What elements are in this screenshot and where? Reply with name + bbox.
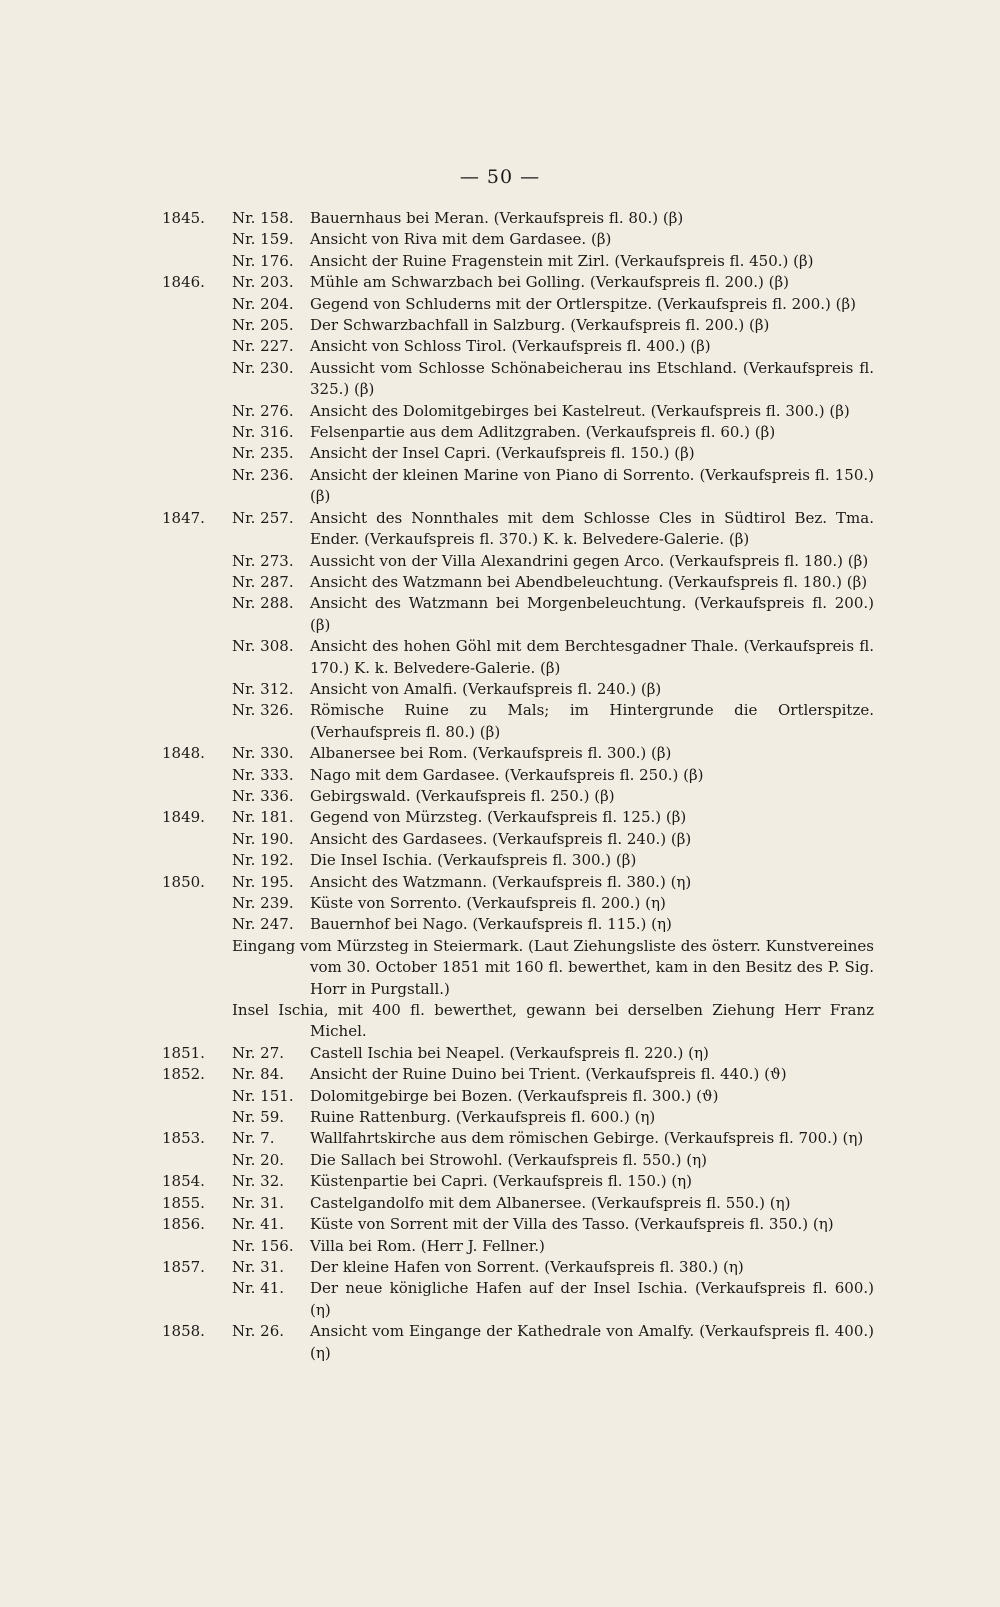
entry-number: Nr. 236. xyxy=(232,465,294,484)
entry-text: Die Sallach bei Strowohl. (Verkaufspreis fl. 550.) (η) xyxy=(310,1150,707,1169)
entry-number: Nr. 20. xyxy=(232,1150,285,1169)
catalog-entry xyxy=(162,807,874,828)
entry-number: Nr. 336. xyxy=(232,786,294,805)
entry-number: Nr. 151. xyxy=(232,1086,294,1105)
catalog-entry xyxy=(162,1150,874,1171)
note-paragraph: Insel Ischia, mit 400 fl. bewerthet, gewann bei derselben Ziehung Herr Franz Michel. xyxy=(232,1001,874,1041)
entry-text: Felsenpartie aus dem Adlitzgraben. (Verkaufspreis fl. 60.) (β) xyxy=(310,423,776,442)
entry-number: Nr. 326. xyxy=(232,701,294,720)
entry-number: Nr. 27. xyxy=(232,1043,285,1062)
entry-number: Nr. 308. xyxy=(232,637,294,656)
entry-text: Castell Ischia bei Neapel. (Verkaufspreis fl. 220.) (η) xyxy=(310,1043,709,1062)
entry-number: Nr. 235. xyxy=(232,444,294,463)
entry-text: Bauernhof bei Nago. (Verkaufspreis fl. 115.) (η) xyxy=(310,915,672,934)
entry-year: 1852. xyxy=(162,1065,205,1084)
entry-text: Ansicht der Insel Capri. (Verkaufspreis fl. 150.) (β) xyxy=(310,444,695,463)
entry-text: Die Insel Ischia. (Verkaufspreis fl. 300.) (β) xyxy=(310,851,637,870)
entry-year: 1855. xyxy=(162,1193,205,1212)
catalog-entry xyxy=(162,1086,874,1107)
entry-text: Küstenpartie bei Capri. (Verkaufspreis fl. 150.) (η) xyxy=(310,1172,693,1191)
entry-number: Nr. 203. xyxy=(232,273,294,292)
entry-year: 1845. xyxy=(162,209,205,227)
entry-number: Nr. 41. xyxy=(232,1215,285,1234)
entry-number: Nr. 156. xyxy=(232,1236,294,1255)
entry-number: Nr. 204. xyxy=(232,294,294,313)
entry-number: Nr. 247. xyxy=(232,915,294,934)
entry-text: Ansicht von Riva mit dem Gardasee. (β) xyxy=(310,230,612,249)
entry-year: 1851. xyxy=(162,1043,205,1062)
entry-text: Der kleine Hafen von Sorrent. (Verkaufspreis fl. 380.) (η) xyxy=(310,1257,744,1276)
catalog-entry xyxy=(162,1043,874,1064)
entry-text: Aussicht von der Villa Alexandrini gegen Arco. (Verkaufspreis fl. 180.) (β) xyxy=(310,551,869,570)
entry-year: 1850. xyxy=(162,872,205,891)
entry-text: Ansicht von Amalfi. (Verkaufspreis fl. 240.) (β) xyxy=(310,679,662,698)
entry-text: Aussicht vom Schlosse Schönabeicherau ins Etschland. (Verkaufspreis fl. 325.) (β) xyxy=(310,358,874,399)
catalog-entry xyxy=(162,786,874,807)
catalog-entry xyxy=(162,251,874,272)
catalog-entry xyxy=(162,294,874,315)
entry-number: Nr. 330. xyxy=(232,744,294,763)
catalog-entry xyxy=(162,1193,874,1214)
entry-number: Nr. 273. xyxy=(232,551,294,570)
entry-text: Der neue königliche Hafen auf der Insel Ischia. (Verkaufspreis fl. 600.) (η) xyxy=(310,1279,874,1319)
entry-text: Gebirgswald. (Verkaufspreis fl. 250.) (β) xyxy=(310,786,615,805)
entry-text: Ansicht der kleinen Marine von Piano di Sorrento. (Verkaufspreis fl. 150.) (β) xyxy=(310,465,874,506)
entry-text: Gegend von Mürzsteg. (Verkaufspreis fl. 125.) (β) xyxy=(310,808,687,827)
catalog-entry xyxy=(162,1064,874,1085)
entry-number: Nr. 176. xyxy=(232,251,294,270)
entry-text: Ansicht von Schloss Tirol. (Verkaufspreis fl. 400.) (β) xyxy=(310,337,711,356)
catalog-entry xyxy=(162,743,874,764)
entry-number: Nr. 31. xyxy=(232,1257,285,1276)
catalog-entries-1851-1858 xyxy=(162,1043,874,1364)
catalog-entry xyxy=(162,850,874,871)
catalog-entry xyxy=(162,914,874,935)
catalog-entry xyxy=(162,208,874,229)
catalog-entry xyxy=(162,336,874,357)
entry-text: Küste von Sorrento. (Verkaufspreis fl. 200.) (η) xyxy=(310,894,666,912)
entry-text: Nago mit dem Gardasee. (Verkaufspreis fl. 250.) (β) xyxy=(310,765,704,784)
catalog-entry xyxy=(162,1278,874,1321)
entry-text: Ansicht vom Eingange der Kathedrale von Amalfy. (Verkaufspreis fl. 400.) (η) xyxy=(310,1322,874,1362)
catalog-entry xyxy=(162,229,874,250)
catalog-entry xyxy=(162,572,874,593)
entry-number: Nr. 190. xyxy=(232,829,294,848)
entry-year: 1853. xyxy=(162,1129,205,1148)
entry-number: Nr. 41. xyxy=(232,1279,285,1298)
catalog-entry xyxy=(162,636,874,679)
entry-number: Nr. 181. xyxy=(232,808,294,827)
catalog-entry xyxy=(162,1257,874,1278)
entry-text: Ansicht des Gardasees. (Verkaufspreis fl. 240.) (β) xyxy=(310,829,692,848)
entry-number: Nr. 257. xyxy=(232,508,294,527)
entry-text: Castelgandolfo mit dem Albanersee. (Verkaufspreis fl. 550.) (η) xyxy=(310,1193,791,1212)
entry-number: Nr. 276. xyxy=(232,401,294,420)
entry-number: Nr. 159. xyxy=(232,230,294,249)
entry-text: Ansicht des Watzmann. (Verkaufspreis fl. 380.) (η) xyxy=(310,872,692,891)
entry-number: Nr. 7. xyxy=(232,1129,275,1148)
entry-text: Der Schwarzbachfall in Salzburg. (Verkaufspreis fl. 200.) (β) xyxy=(310,316,770,335)
entry-number: Nr. 59. xyxy=(232,1108,285,1127)
entry-text: Ansicht der Ruine Duino bei Trient. (Verkaufspreis fl. 440.) (ϑ) xyxy=(310,1065,787,1084)
catalog-entry xyxy=(162,551,874,572)
entry-number: Nr. 288. xyxy=(232,594,294,613)
catalog-entry xyxy=(162,765,874,786)
catalog-entry xyxy=(162,593,874,636)
entry-year: 1847. xyxy=(162,508,205,527)
entry-year: 1854. xyxy=(162,1172,205,1191)
entry-number: Nr. 31. xyxy=(232,1193,285,1212)
catalog-entry xyxy=(162,1107,874,1128)
entry-number: Nr. 205. xyxy=(232,316,294,335)
entry-text: Albanersee bei Rom. (Verkaufspreis fl. 300.) (β) xyxy=(310,744,672,763)
entry-number: Nr. 192. xyxy=(232,851,294,870)
entry-text: Gegend von Schluderns mit der Ortlerspitze. (Verkaufspreis fl. 200.) (β) xyxy=(310,294,857,313)
catalog-list xyxy=(162,208,874,1364)
entry-number: Nr. 195. xyxy=(232,872,294,891)
entry-year: 1849. xyxy=(162,808,205,827)
entry-text: Ansicht der Ruine Fragenstein mit Zirl. (Verkaufspreis fl. 450.) (β) xyxy=(310,251,814,270)
catalog-entry xyxy=(162,893,874,914)
entry-number: Nr. 32. xyxy=(232,1172,285,1191)
catalog-entry xyxy=(162,315,874,336)
catalog-entry xyxy=(162,700,874,743)
page-number: — 50 — xyxy=(459,166,541,188)
catalog-entry xyxy=(162,1236,874,1257)
entry-number: Nr. 239. xyxy=(232,894,294,912)
note-paragraph: Eingang vom Mürzsteg in Steiermark. (Laut Ziehungsliste des österr. Kunstvereines vom 30. October 1851 mit 160 fl. bewerthet, kam in den Besitz des P. Sig. Horr in Purgstall.) xyxy=(232,936,874,998)
catalog-entry xyxy=(162,465,874,508)
catalog-entry xyxy=(162,422,874,443)
entry-text: Ruine Rattenburg. (Verkaufspreis fl. 600.) (η) xyxy=(310,1108,656,1127)
entry-text: Ansicht des hohen Göhl mit dem Berchtesgadner Thale. (Verkaufspreis fl. 170.) K. k. Belvedere-Galerie. (β) xyxy=(310,637,874,677)
entry-number: Nr. 227. xyxy=(232,337,294,356)
entry-text: Ansicht des Nonnthales mit dem Schlosse Cles in Südtirol Bez. Tma. Ender. (Verkaufspreis fl. 370.) K. k. Belvedere-Galerie. (β) xyxy=(310,508,874,549)
entry-year: 1856. xyxy=(162,1215,205,1234)
entry-text: Ansicht des Watzmann bei Morgenbeleuchtung. (Verkaufspreis fl. 200.) (β) xyxy=(310,594,874,634)
catalog-entry xyxy=(162,272,874,293)
catalog-entries-1845-1850 xyxy=(162,208,874,936)
catalog-entry xyxy=(162,829,874,850)
entry-text: Wallfahrtskirche aus dem römischen Gebirge. (Verkaufspreis fl. 700.) (η) xyxy=(310,1129,864,1148)
entry-year: 1857. xyxy=(162,1257,205,1276)
catalog-entry xyxy=(162,1128,874,1149)
entry-text: Ansicht des Watzmann bei Abendbeleuchtung. (Verkaufspreis fl. 180.) (β) xyxy=(310,572,868,591)
catalog-entry xyxy=(162,358,874,401)
catalog-entry xyxy=(162,1321,874,1364)
entry-number: Nr. 84. xyxy=(232,1065,285,1084)
entry-text: Bauernhaus bei Meran. (Verkaufspreis fl. 80.) (β) xyxy=(310,209,684,227)
catalog-entry xyxy=(162,1171,874,1192)
entry-number: Nr. 287. xyxy=(232,572,294,591)
entry-number: Nr. 230. xyxy=(232,358,294,377)
entry-text: Küste von Sorrent mit der Villa des Tasso. (Verkaufspreis fl. 350.) (η) xyxy=(310,1215,834,1234)
entry-number: Nr. 333. xyxy=(232,765,294,784)
entry-year: 1846. xyxy=(162,273,205,292)
entry-number: Nr. 26. xyxy=(232,1322,285,1341)
catalog-entry xyxy=(162,508,874,551)
entry-year: 1848. xyxy=(162,744,205,763)
catalog-entry xyxy=(162,443,874,464)
catalog-entry xyxy=(162,1214,874,1235)
entry-text: Römische Ruine zu Mals; im Hintergrunde die Ortlerspitze. (Verhaufspreis fl. 80.) (β) xyxy=(310,701,874,741)
entry-year: 1858. xyxy=(162,1322,205,1341)
entry-number: Nr. 312. xyxy=(232,679,294,698)
entry-text: Ansicht des Dolomitgebirges bei Kastelreut. (Verkaufspreis fl. 300.) (β) xyxy=(310,401,850,420)
entry-number: Nr. 316. xyxy=(232,423,294,442)
catalog-entry xyxy=(162,872,874,893)
catalog-entry xyxy=(162,401,874,422)
entry-text: Villa bei Rom. (Herr J. Fellner.) xyxy=(310,1236,545,1255)
entry-number: Nr. 158. xyxy=(232,209,294,227)
entry-text: Dolomitgebirge bei Bozen. (Verkaufspreis fl. 300.) (ϑ) xyxy=(310,1086,719,1105)
entry-text: Mühle am Schwarzbach bei Golling. (Verkaufspreis fl. 200.) (β) xyxy=(310,273,790,292)
catalog-entry xyxy=(162,679,874,700)
